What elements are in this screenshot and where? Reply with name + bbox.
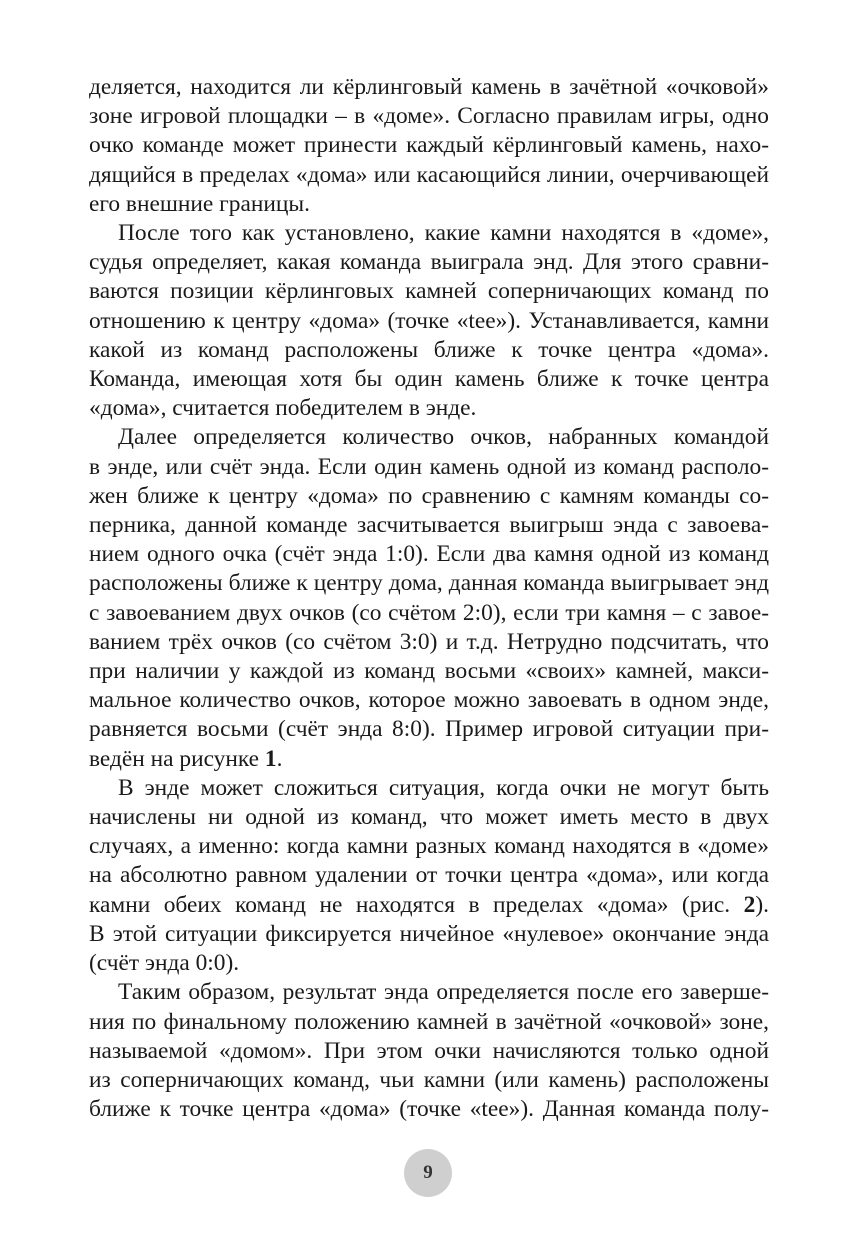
page-number: 9 <box>423 1162 433 1183</box>
text-line: ванием трёх очков (со счётом 3:0) и т.д. Нетрудно подсчитать, что <box>89 628 769 655</box>
paragraph-2 <box>89 219 769 423</box>
text-line: в энде, или счёт энда. Если один камень одной из команд располо- <box>89 453 769 480</box>
page-body <box>89 73 769 1124</box>
text-fragment: ведён на рисунке <box>89 745 265 772</box>
text-line: называемой «домом». При этом очки начисляются только одной <box>89 1037 769 1064</box>
text-line: перника, данной команде засчитывается выигрыш энда с завоева- <box>89 512 769 539</box>
text-fragment: ). <box>755 891 769 918</box>
paragraph-1 <box>89 73 769 219</box>
text-line: В энде может сложиться ситуация, когда очки не могут быть <box>118 774 769 801</box>
text-line: из соперничающих команд, чьи камни (или камень) расположены <box>89 1066 769 1093</box>
text-line <box>89 891 769 920</box>
text-line: Команда, имеющая хотя бы один камень ближе к точке центра <box>89 366 769 393</box>
text-line: «дома», считается победителем в энде. <box>89 395 477 422</box>
text-line: ваются позиции кёрлинговых камней соперничающих команд по <box>89 278 769 305</box>
text-line: судья определяет, какая команда выиграла энд. Для этого сравни- <box>89 249 769 276</box>
text-line: После того как установлено, какие камни находятся в «доме», <box>118 220 769 247</box>
text-line: ния по финальному положению камней в зачётной «очковой» зоне, <box>89 1008 769 1035</box>
text-line: ближе к точке центра «дома» (точке «tee»). Данная команда полу- <box>89 1096 769 1123</box>
text-line: на абсолютно равном удалении от точки центра «дома», или когда <box>89 862 769 889</box>
text-line: с завоеванием двух очков (со счётом 2:0), если три камня – с завое- <box>89 599 769 626</box>
text-line: зоне игровой площадки – в «доме». Согласно правилам игры, одно <box>89 103 769 130</box>
text-fragment: . <box>276 745 283 772</box>
paragraph-3 <box>89 423 769 773</box>
text-line: Далее определяется количество очков, набранных командой <box>118 424 769 451</box>
figure-reference: 2 <box>743 891 756 918</box>
text-line: при наличии у каждой из команд восьми «своих» камней, макси- <box>89 658 769 685</box>
text-line: расположены ближе к центру дома, данная команда выигрывает энд <box>89 570 769 597</box>
text-line: мальное количество очков, которое можно завоевать в одном энде, <box>89 687 769 714</box>
text-fragment: камни обеих команд не находятся в пределах «дома» (рис. <box>89 891 744 918</box>
text-line: случаях, а именно: когда камни разных команд находятся в «доме» <box>89 833 769 860</box>
text-line: деляется, находится ли кёрлинговый камень в зачётной «очковой» <box>89 74 769 100</box>
text-line: начислены ни одной из команд, что может иметь место в двух <box>89 804 769 831</box>
paragraph-5 <box>89 978 769 1124</box>
text-line: отношению к центру «дома» (точке «tee»). Устанавливается, камни <box>89 307 769 334</box>
text-line: дящийся в пределах «дома» или касающийся линии, очерчивающей <box>89 161 769 188</box>
text-line: какой из команд расположены ближе к точке центра «дома». <box>89 336 769 363</box>
text-line: очко команде может принести каждый кёрлинговый камень, нахо- <box>89 132 769 159</box>
paragraph-4 <box>89 774 769 978</box>
text-line: равняется восьми (счёт энда 8:0). Пример игровой ситуации при- <box>89 716 769 743</box>
text-line: нием одного очка (счёт энда 1:0). Если два камня одной из команд <box>89 541 769 568</box>
text-line: В этой ситуации фиксируется ничейное «нулевое» окончание энда <box>89 920 769 947</box>
text-line: Таким образом, результат энда определяется после его заверше- <box>118 979 769 1006</box>
text-line <box>89 745 769 774</box>
text-line: его внешние границы. <box>89 190 310 217</box>
figure-reference: 1 <box>264 745 277 772</box>
text-line: жен ближе к центру «дома» по сравнению с камням команды со- <box>89 482 769 509</box>
page-number-badge <box>404 1149 452 1197</box>
text-line: (счёт энда 0:0). <box>89 950 240 977</box>
